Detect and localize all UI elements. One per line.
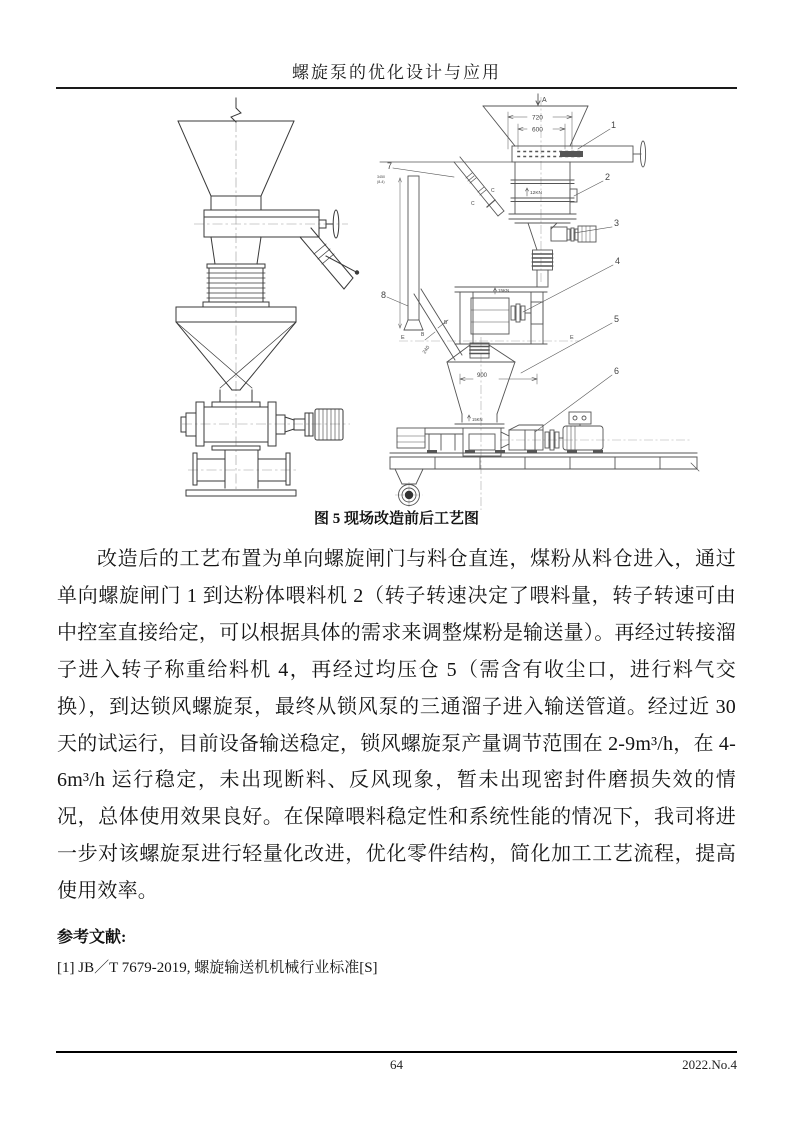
- section-e-left-label: E: [401, 335, 405, 341]
- section-b-label: B: [444, 320, 448, 326]
- section-c2-label: C: [471, 201, 475, 207]
- page-header-title: 螺旋泵的优化设计与应用: [292, 63, 501, 82]
- part-label-1: 1: [611, 120, 617, 130]
- part-label-8: 8: [381, 290, 387, 300]
- diagram-after-icon: [375, 92, 705, 512]
- reference-item: [1] JB／T 7679-2019, 螺旋输送机机械行业标准[S]: [57, 960, 378, 976]
- part-label-7: 7: [387, 161, 393, 171]
- dim-note-label: (8-4): [377, 180, 385, 184]
- dim-720-label: 720: [532, 114, 543, 122]
- load-15kn-upper-label: 15KN: [498, 288, 510, 293]
- part-label-4: 4: [615, 256, 621, 266]
- header-rule: [56, 87, 737, 89]
- load-15kn-lower-label: 15KN: [472, 417, 483, 422]
- section-b2-label: B: [421, 332, 425, 338]
- references-heading: 参考文献:: [57, 929, 127, 946]
- section-a-label: A: [542, 97, 547, 104]
- footer-rule: [56, 1051, 737, 1053]
- section-e-right-label: E: [570, 335, 574, 341]
- figure-caption: 图 5 现场改造前后工艺图: [313, 511, 479, 527]
- dim-900-label: 900: [477, 373, 488, 379]
- part-label-6: 6: [614, 366, 620, 376]
- page-number: 64: [390, 1057, 403, 1072]
- load-12kn-label: 12KN: [530, 191, 542, 196]
- dim-600-label: 600: [532, 126, 543, 134]
- part-label-3: 3: [614, 218, 620, 228]
- dim-240-label: 240: [421, 344, 432, 356]
- figure-5: [0, 92, 793, 512]
- section-c-label: C: [491, 188, 495, 194]
- body-paragraph: 改造后的工艺布置为单向螺旋闸门与料仓直连，煤粉从料仓进入，通过单向螺旋闸门 1 到达粉体喂料机 2（转子转速决定了喂料量，转子转速可由中控室直接给定，可以根据具体的需求来调整煤粉是输送量）。再经过转接溜子进入转子称重给料机 4，再经过均压仓 5（需含有收尘口，进行料气交换），到达锁风螺旋泵，最终从锁风泵的三通溜子进入输送管道。经过近 30 天的试运行，目前设备输送稳定，锁风螺旋泵产量调节范围在 2-9m³/h，在 4-6m³/h 运行稳定，未出现断料、反风现象，暂未出现密封件磨损失效的情况，总体使用效果良好。在保障喂料稳定性和系统性能的情况下，我司将进一步对该螺旋泵进行轻量化改进，优化零件结构，简化加工工艺流程，提高使用效率。: [57, 548, 736, 903]
- diagram-before-icon: [148, 96, 373, 506]
- dim-3450-label: 3450: [377, 175, 385, 179]
- references-section: [57, 924, 737, 977]
- issue-label: 2022.No.4: [682, 1057, 737, 1072]
- part-label-2: 2: [605, 172, 611, 182]
- part-label-5: 5: [614, 314, 620, 324]
